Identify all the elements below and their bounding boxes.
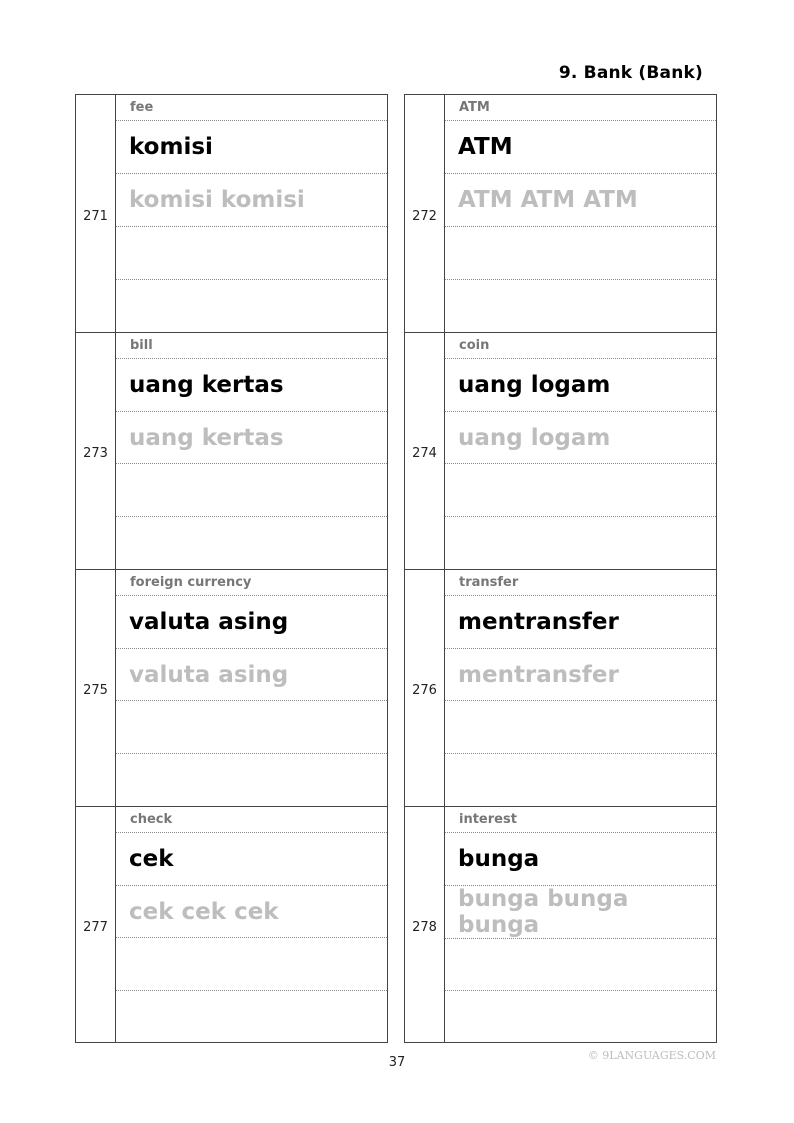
word-card <box>75 806 388 1043</box>
practice-line <box>445 517 716 569</box>
english-gloss: check <box>130 811 173 827</box>
card-number: 278 <box>412 920 437 935</box>
practice-line <box>445 280 716 332</box>
word-card <box>75 569 388 806</box>
practice-line <box>116 754 387 806</box>
english-gloss: foreign currency <box>130 574 252 590</box>
vocab-word: cek <box>129 845 174 872</box>
practice-line <box>116 517 387 569</box>
english-gloss: transfer <box>459 574 519 590</box>
practice-line <box>116 464 387 517</box>
trace-word: cek cek cek <box>129 898 279 925</box>
practice-line <box>445 464 716 517</box>
english-gloss: fee <box>130 100 154 115</box>
practice-line <box>445 991 716 1043</box>
copyright-notice: © 9LANGUAGES.COM <box>587 1049 716 1062</box>
trace-word: uang logam <box>458 424 611 451</box>
card-number: 276 <box>412 683 437 698</box>
practice-line <box>116 701 387 754</box>
card-number: 271 <box>83 208 108 224</box>
word-card <box>404 95 717 332</box>
practice-line <box>445 227 716 280</box>
page-title: 9. Bank (Bank) <box>558 63 703 83</box>
vocab-word: valuta asing <box>129 608 289 635</box>
practice-line <box>116 991 387 1043</box>
page-number: 37 <box>388 1055 406 1070</box>
trace-word: ATM ATM ATM <box>458 187 638 213</box>
vocab-word: ATM <box>458 134 513 160</box>
practice-line <box>445 939 716 992</box>
practice-line <box>116 280 387 332</box>
card-number: 273 <box>83 446 108 461</box>
word-card <box>404 332 717 569</box>
trace-word: valuta asing <box>129 661 289 688</box>
vocab-word: uang kertas <box>129 371 284 398</box>
card-number: 277 <box>83 920 108 935</box>
vocab-word: bunga <box>458 845 540 872</box>
card-number: 272 <box>412 208 437 224</box>
word-card <box>404 806 717 1043</box>
card-number: 275 <box>83 683 108 698</box>
practice-line <box>445 701 716 754</box>
practice-line <box>116 938 387 991</box>
trace-word: mentransfer <box>458 661 619 688</box>
vocab-word: mentransfer <box>458 608 619 635</box>
word-card <box>404 569 717 806</box>
trace-word: bunga bunga bunga <box>458 885 629 938</box>
practice-line <box>445 754 716 806</box>
english-gloss: interest <box>459 811 517 827</box>
vocab-word: komisi <box>129 134 213 160</box>
trace-word: uang kertas <box>129 424 284 451</box>
right-column <box>404 94 717 1043</box>
practice-line <box>116 227 387 280</box>
trace-word: komisi komisi <box>129 187 305 213</box>
english-gloss: bill <box>130 337 153 353</box>
left-column <box>75 94 388 1043</box>
english-gloss: coin <box>459 337 490 353</box>
word-card <box>75 332 388 569</box>
vocab-word: uang logam <box>458 371 611 398</box>
word-card <box>75 95 388 332</box>
english-gloss: ATM <box>459 100 490 115</box>
card-number: 274 <box>412 446 437 461</box>
